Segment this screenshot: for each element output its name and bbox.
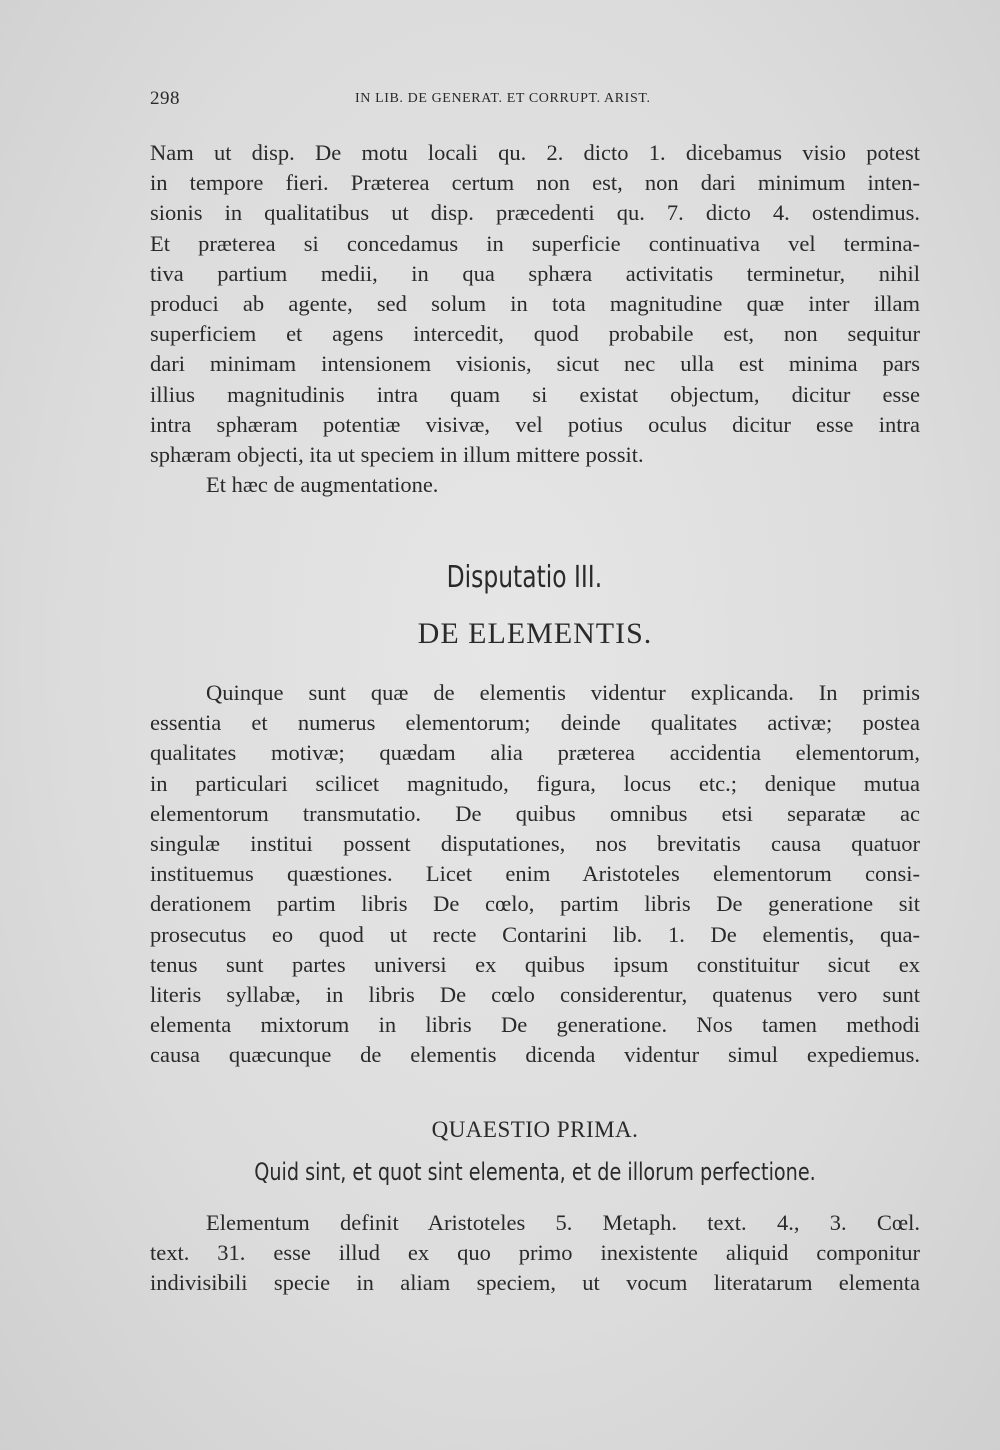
text-line: causa quæcunque de elementis dicenda videntur simul expediemus.: [150, 1042, 920, 1068]
text-line: dari minimam intensionem visionis, sicut nec ulla est minima pars: [150, 351, 920, 377]
text-line: indivisibili specie in aliam speciem, ut vocum literatarum elementa: [150, 1270, 920, 1296]
text-line: instituemus quæstiones. Licet enim Aristoteles elementorum consi-: [150, 861, 920, 887]
text-line: intra sphæram potentiæ visivæ, vel potius oculus dicitur esse intra: [150, 411, 920, 437]
paragraph-de-elementis: [150, 678, 920, 1071]
closing-line: Et hæc de augmentatione.: [206, 472, 439, 498]
text-line: essentia et numerus elementorum; deinde qualitates activæ; postea: [150, 710, 920, 736]
text-line: Nam ut disp. De motu locali qu. 2. dicto 1. dicebamus visio potest: [150, 140, 920, 165]
text-line: prosecutus eo quod ut recte Contarini lib. 1. De elementis, qua-: [150, 921, 920, 947]
running-head: [150, 88, 920, 112]
quaestio-heading: QUAESTIO PRIMA.: [431, 1117, 639, 1142]
text-line: produci ab agente, sed solum in tota magnitudine quæ inter illam: [150, 291, 920, 317]
text-line: in tempore fieri. Præterea certum non est, non dari minimum inten-: [150, 170, 920, 196]
quaestio-subheading: Quid sint, et quot sint elementa, et de illorum perfectione.: [254, 1158, 816, 1186]
paragraph-augmentatione: [150, 138, 920, 500]
text-line: sionis in qualitatibus ut disp. præcedenti qu. 7. dicto 4. ostendimus.: [150, 200, 920, 226]
text-line: derationem partim libris De cœlo, partim libris De generatione sit: [150, 891, 920, 917]
text-line: in particulari scilicet magnitudo, figura, locus etc.; denique mutua: [150, 770, 920, 796]
disputatio-heading: Disputatio III.: [446, 560, 603, 595]
text-line: Et præterea si concedamus in superficie continuativa vel termina-: [150, 230, 920, 256]
text-line: superficiem et agens intercedit, quod probabile est, non sequitur: [150, 321, 920, 347]
text-line: tenus sunt partes universi ex quibus ipsum constituitur sicut ex: [150, 951, 920, 977]
text-line: text. 31. esse illud ex quo primo inexistente aliquid componitur: [150, 1240, 920, 1266]
text-line: elementorum transmutatio. De quibus omnibus etsi separatæ ac: [150, 800, 920, 826]
running-title: IN LIB. DE GENERAT. ET CORRUPT. ARIST.: [355, 91, 651, 106]
text-line: elementa mixtorum in libris De generatione. Nos tamen methodi: [150, 1012, 920, 1038]
text-line: sphæram objecti, ita ut speciem in illum mittere possit.: [150, 442, 644, 468]
disputatio-subheading: DE ELEMENTIS.: [417, 617, 653, 650]
text-line: singulæ institui possent disputationes, nos brevitatis causa quatuor: [150, 831, 920, 857]
text-line: qualitates motivæ; quædam alia præterea accidentia elementorum,: [150, 740, 920, 766]
text-line: literis syllabæ, in libris De cœlo considerentur, quatenus vero sunt: [150, 982, 920, 1008]
paragraph-elementum: [150, 1208, 920, 1299]
text-line: Elementum definit Aristoteles 5. Metaph. text. 4., 3. Cœl.: [206, 1210, 920, 1235]
text-line: Quinque sunt quæ de elementis videntur explicanda. In primis: [206, 680, 920, 705]
page-number: 298: [150, 88, 180, 109]
text-line: illius magnitudinis intra quam si existat objectum, dicitur esse: [150, 381, 920, 407]
text-line: tiva partium medii, in qua sphæra activitatis terminetur, nihil: [150, 260, 920, 286]
